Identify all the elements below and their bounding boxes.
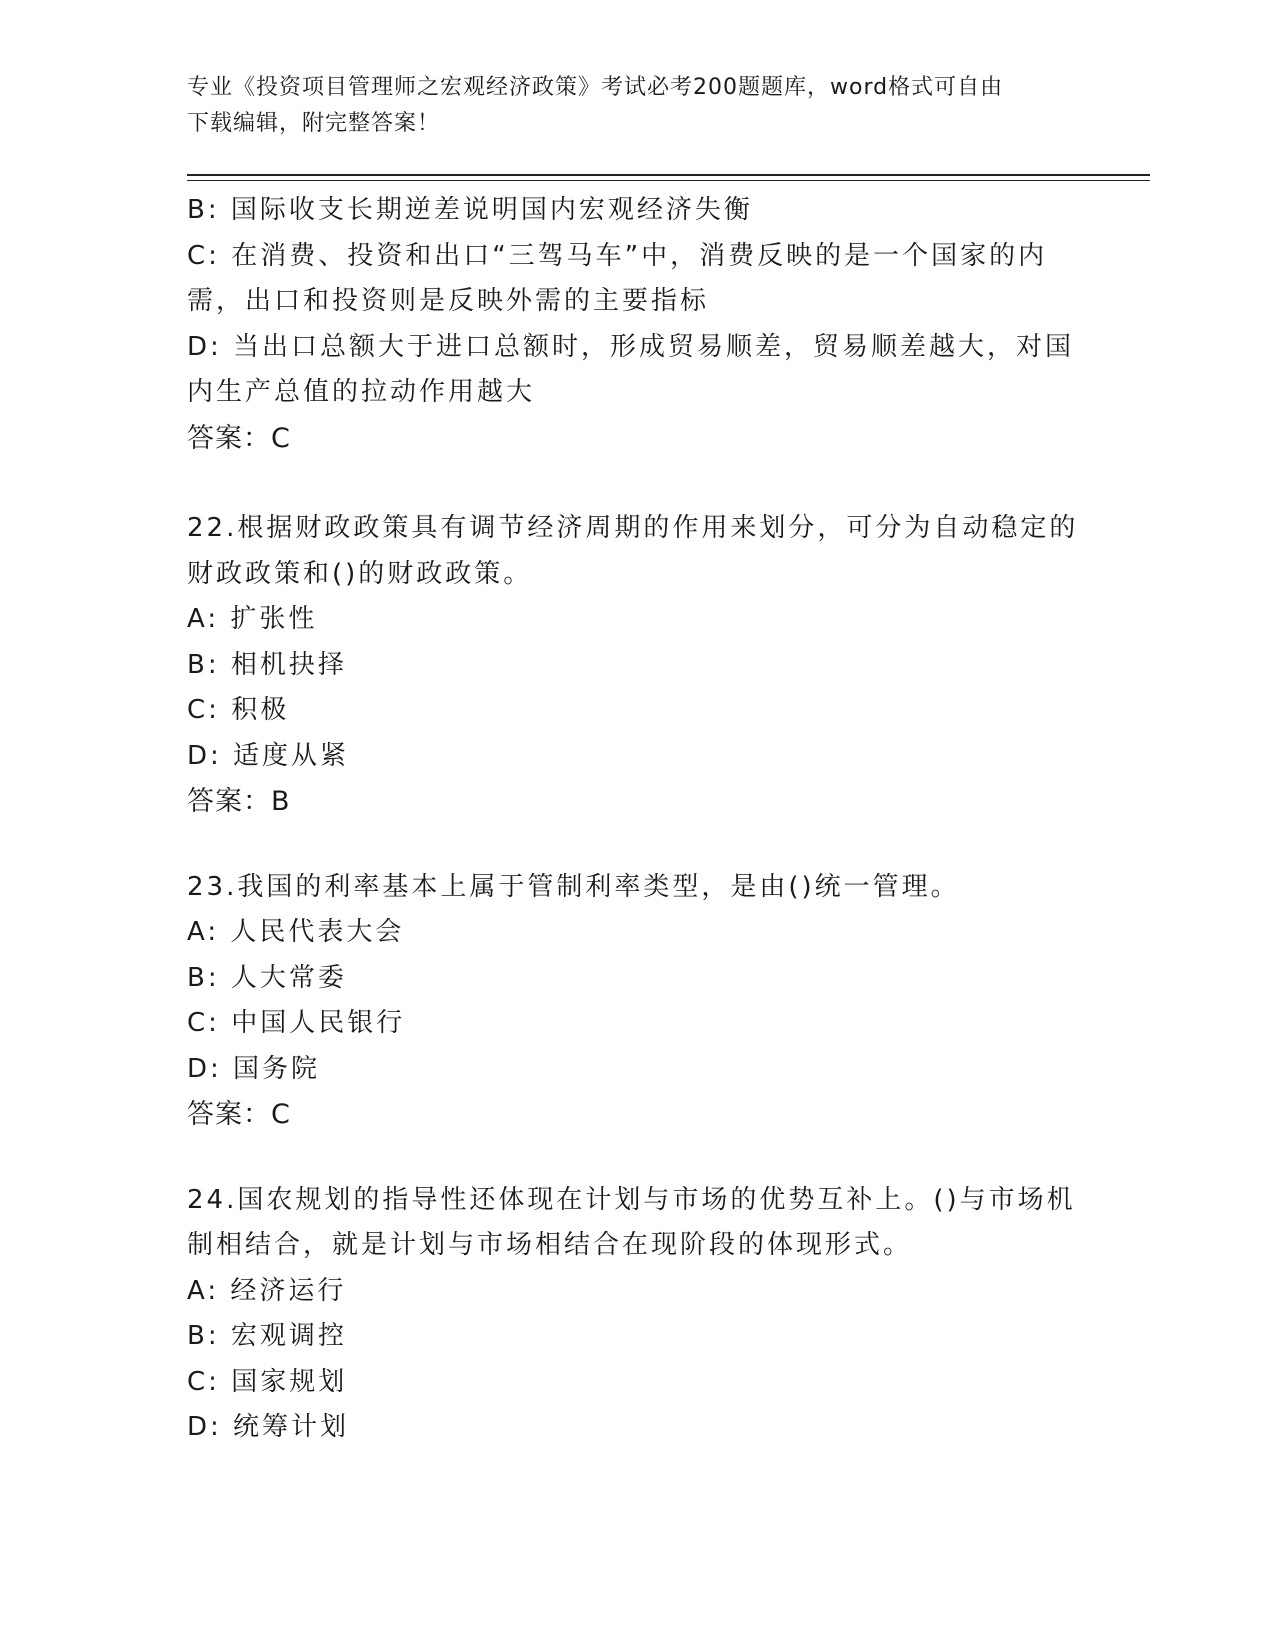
- option-a: [187, 597, 1087, 643]
- option-text: 人民代表大会: [230, 917, 405, 947]
- option-label: D:: [187, 1412, 222, 1442]
- option-b: [187, 643, 1087, 689]
- option-text: 适度从紧: [233, 740, 350, 771]
- answer: 答案：B: [187, 786, 291, 817]
- option-label: A:: [187, 604, 220, 634]
- option-c: [187, 1001, 1087, 1047]
- option-label: D:: [187, 1053, 222, 1084]
- option-text: 国家规划: [231, 1366, 348, 1397]
- question-stem-cont: 财政政策和()的财政政策。: [187, 558, 533, 589]
- answer: 答案：C: [187, 1099, 291, 1130]
- option-label: D:: [187, 331, 222, 362]
- question-22: [187, 506, 1087, 825]
- option-d: [187, 734, 1087, 780]
- option-a: [187, 910, 1087, 956]
- question-stem: 23.我国的利率基本上属于管制利率类型，是由()统一管理。: [187, 871, 960, 902]
- option-label: A:: [187, 1275, 220, 1306]
- option-d-cont: 内生产总值的拉动作用越大: [187, 377, 536, 407]
- question-24: [187, 1178, 1087, 1451]
- option-label: B:: [187, 195, 220, 225]
- option-d: [187, 1047, 1087, 1093]
- question-stem: 22.根据财政政策具有调节经济周期的作用来划分，可分为自动稳定的: [187, 513, 1079, 543]
- option-text: 国际收支长期逆差说明国内宏观经济失衡: [230, 195, 753, 225]
- option-text: 当出口总额大于进口总额时，形成贸易顺差，贸易顺差越大，对国: [233, 331, 1075, 362]
- option-text: 相机抉择: [230, 649, 347, 680]
- option-d: [187, 1405, 1087, 1451]
- option-label: B:: [187, 962, 220, 993]
- option-d: [187, 325, 1087, 371]
- header-line-1: 专业《投资项目管理师之宏观经济政策》考试必考200题题库，word格式可自由: [187, 75, 1004, 100]
- option-label: B:: [187, 649, 220, 680]
- option-text: 经济运行: [230, 1275, 347, 1306]
- option-c: [187, 1360, 1087, 1406]
- option-b: [187, 1314, 1087, 1360]
- option-label: A:: [187, 917, 220, 947]
- document-header: [187, 70, 1087, 142]
- option-a: [187, 1269, 1087, 1315]
- question-stem-cont: 制相结合，就是计划与市场相结合在现阶段的体现形式。: [187, 1230, 913, 1260]
- option-c: [187, 688, 1087, 734]
- option-c: [187, 234, 1087, 280]
- question-23: [187, 865, 1087, 1138]
- question-stem: 24.国农规划的指导性还体现在计划与市场的优势互补上。()与市场机: [187, 1184, 1076, 1215]
- header-rule-thick: [187, 174, 1150, 176]
- option-label: C:: [187, 1366, 220, 1397]
- question-content: [187, 188, 1087, 1451]
- option-b: [187, 956, 1087, 1002]
- option-text: 中国人民银行: [231, 1008, 406, 1038]
- option-text: 宏观调控: [230, 1321, 347, 1351]
- option-c-cont: 需，出口和投资则是反映外需的主要指标: [187, 286, 710, 316]
- option-text: 扩张性: [230, 604, 318, 634]
- option-text: 人大常委: [230, 962, 347, 993]
- option-label: C:: [187, 240, 220, 271]
- answer: 答案：C: [187, 422, 291, 454]
- option-label: D:: [187, 740, 222, 771]
- option-label: C:: [187, 1008, 220, 1038]
- header-rule-thin: [187, 180, 1150, 181]
- option-text: 统筹计划: [233, 1412, 350, 1442]
- option-text: 在消费、投资和出口“三驾马车”中，消费反映的是一个国家的内: [231, 240, 1048, 271]
- option-text: 积极: [231, 695, 290, 725]
- option-b: [187, 188, 1087, 234]
- header-line-2: 下载编辑，附完整答案！: [187, 111, 441, 136]
- continued-question: [187, 188, 1087, 461]
- option-text: 国务院: [233, 1053, 321, 1084]
- option-label: B:: [187, 1321, 220, 1351]
- option-label: C:: [187, 695, 220, 725]
